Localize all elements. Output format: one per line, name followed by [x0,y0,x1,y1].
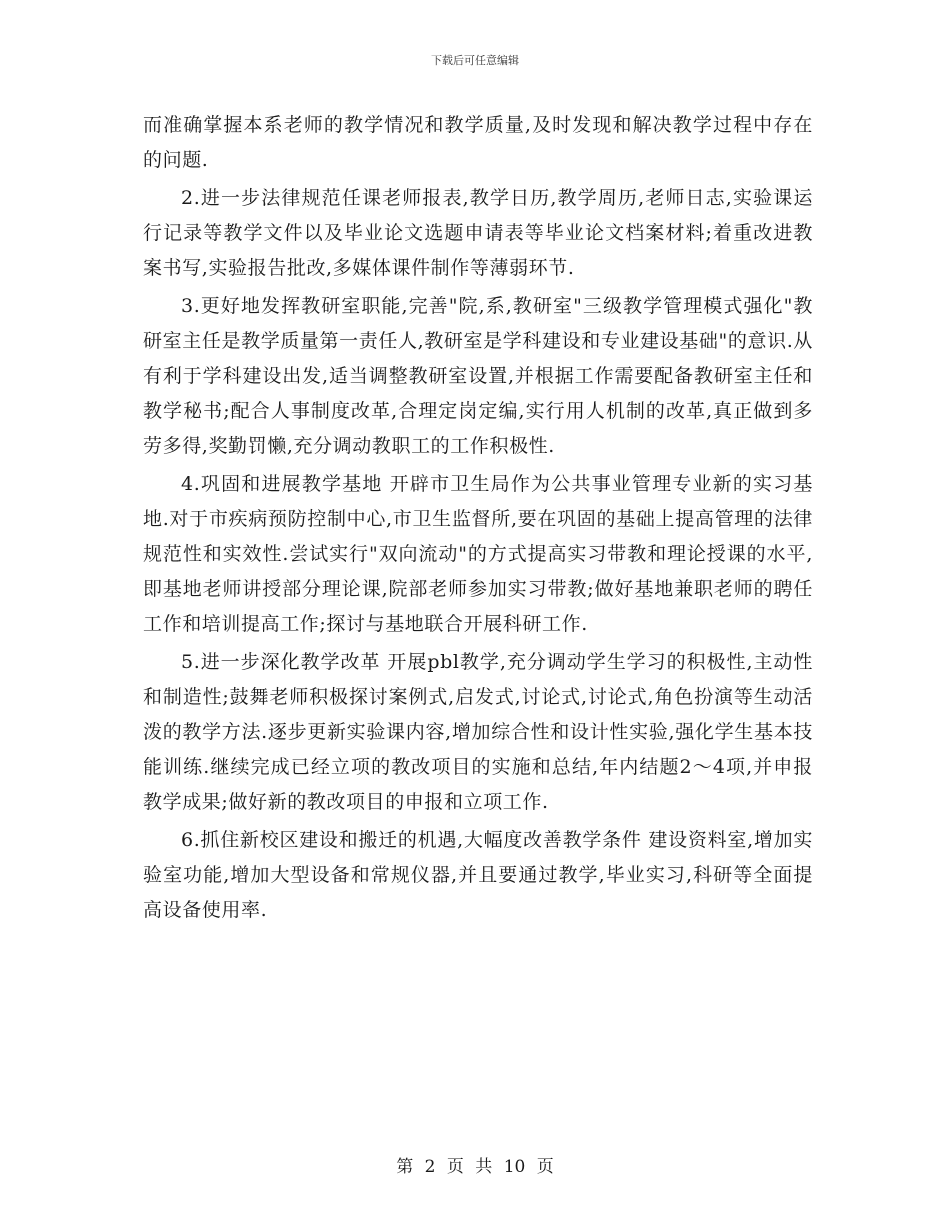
paragraph-continuation: 而准确掌握本系老师的教学情况和教学质量,及时发现和解决教学过程中存在的问题. [143,114,813,171]
paragraph-item-5: 5.进一步深化教学改革 开展pbl教学,充分调动学生学习的积极性,主动性和制造性;鼓舞老师积极探讨案例式,启发式,讨论式,讨论式,角色扮演等生动活泼的教学方法.逐步更新实验课内容,增加综合性和设计性实验,强化学生基本技能训练.继续完成已经立项的教改项目的实施和总结,年内结题2～4项,并申报教学成果;做好新的教改项目的申报和立项工作. [143,651,813,813]
paragraph-item-3: 3.更好地发挥教研室职能,完善"院,系,教研室"三级教学管理模式强化"教研室主任是教学质量第一责任人,教研室是学科建设和专业建设基础"的意识.从有利于学科建设出发,适当调整教研室设置,并根据工作需要配备教研室主任和教学秘书;配合人事制度改革,合理定岗定编,实行用人机制的改革,真正做到多劳多得,奖勤罚懒,充分调动教职工的工作积极性. [143,295,813,457]
paragraph-item-4: 4.巩固和进展教学基地 开辟市卫生局作为公共事业管理专业新的实习基地.对于市疾病预防控制中心,市卫生监督所,要在巩固的基础上提高管理的法律规范性和实效性.尝试实行"双向流动"的方式提高实习带教和理论授课的水平,即基地老师讲授部分理论课,院部老师参加实习带教;做好基地兼职老师的聘任工作和培训提高工作;探讨与基地联合开展科研工作. [143,473,813,635]
paragraph-item-2: 2.进一步法律规范任课老师报表,教学日历,教学周历,老师日志,实验课运行记录等教学文件以及毕业论文选题申请表等毕业论文档案材料;着重改进教案书写,实验报告批改,多媒体课件制作等薄弱环节. [143,187,813,279]
document-body [143,108,813,931]
page-header: 下载后可任意编辑 [431,54,519,67]
page-number: 第 2 页 共 10 页 [396,1157,554,1177]
paragraph-item-6: 6.抓住新校区建设和搬迁的机遇,大幅度改善教学条件 建设资料室,增加实验室功能,增加大型设备和常规仪器,并且要通过教学,毕业实习,科研等全面提高设备使用率. [143,829,813,921]
